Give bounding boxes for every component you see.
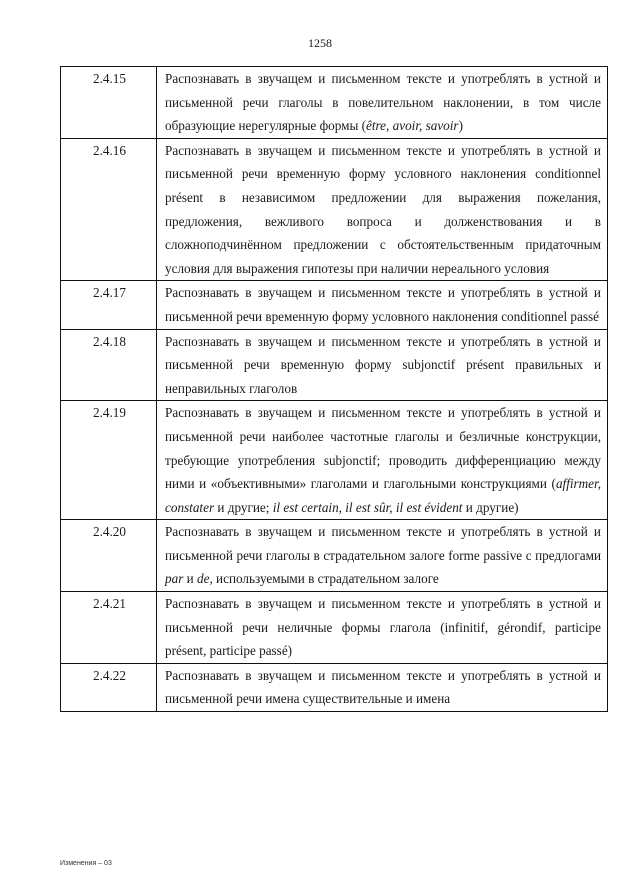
text-fragment: , используемыми в страдательном залоге (209, 571, 439, 587)
italic-fragment: être, avoir, savoir (366, 118, 459, 134)
row-text (157, 592, 608, 664)
row-text (157, 138, 608, 281)
row-code: 2.4.22 (61, 663, 157, 711)
row-code: 2.4.16 (61, 138, 157, 281)
text-fragment: и другие; (214, 499, 273, 515)
text-fragment: Распознавать в звучащем и письменном тексте и употреблять в устной и письменной речи временную форму условного наклонения conditionnel présent в независимом предложении для выражения пожелания, предложения, вежливого вопроса и долженствования и в сложноподчинённом предложении с обстоятельственным придаточным условия для выражения гипотезы при наличии нереального условия (165, 142, 601, 276)
table-row (61, 138, 608, 281)
table-row (61, 67, 608, 139)
italic-fragment: de (196, 571, 210, 587)
row-code: 2.4.18 (61, 329, 157, 401)
row-code: 2.4.20 (61, 520, 157, 592)
requirements-table (60, 66, 608, 712)
text-fragment: Распознавать в звучащем и письменном тексте и употреблять в устной и письменной речи глаголы в повелительном наклонении, в том числе образующие нерегулярные формы ( (165, 71, 601, 134)
text-fragment: Распознавать в звучащем и письменном тексте и употреблять в устной и письменной речи временную форму условного наклонения conditionnel passé (165, 285, 601, 324)
row-text (157, 401, 608, 520)
text-fragment: и другие) (462, 499, 519, 515)
row-text (157, 329, 608, 401)
row-code: 2.4.21 (61, 592, 157, 664)
table-row (61, 329, 608, 401)
footer-note: Изменения – 03 (60, 860, 112, 867)
table-row (61, 592, 608, 664)
text-fragment: Распознавать в звучащем и письменном тексте и употреблять в устной и письменной речи глаголы в страдательном залоге forme passive с предлогами (165, 524, 601, 563)
text-fragment: Распознавать в звучащем и письменном тексте и употреблять в устной и письменной речи имена существительные и имена (165, 667, 601, 707)
row-text (157, 67, 608, 139)
table-row (61, 281, 608, 329)
italic-fragment: par (165, 571, 184, 587)
italic-fragment: affirmer, constater (165, 476, 601, 515)
text-fragment: Распознавать в звучащем и письменном тексте и употреблять в устной и письменной речи наиболее частотные глаголы и безличные конструкции, требующие употребления subjonctif; проводить дифференциацию между ними и «объективными» глаголами и глагольными конструкциями ( (165, 405, 601, 492)
table-row (61, 663, 608, 711)
row-code: 2.4.15 (61, 67, 157, 139)
row-text (157, 281, 608, 329)
table-row (61, 520, 608, 592)
table-row (61, 401, 608, 520)
italic-fragment: il est certain, il est sûr, il est évident (272, 499, 463, 515)
row-code: 2.4.19 (61, 401, 157, 520)
row-code: 2.4.17 (61, 281, 157, 329)
text-fragment: Распознавать в звучащем и письменном тексте и употреблять в устной и письменной речи временную форму subjonctif présent правильных и неправильных глаголов (165, 333, 601, 396)
page-number: 1258 (308, 36, 332, 50)
row-text (157, 520, 608, 592)
text-fragment: и (183, 571, 197, 587)
row-text (157, 663, 608, 711)
text-fragment: Распознавать в звучащем и письменном тексте и употреблять в устной и письменной речи неличные формы глагола (infinitif, gérondif, participe présent, participe passé) (165, 596, 601, 659)
text-fragment: ) (458, 118, 463, 134)
